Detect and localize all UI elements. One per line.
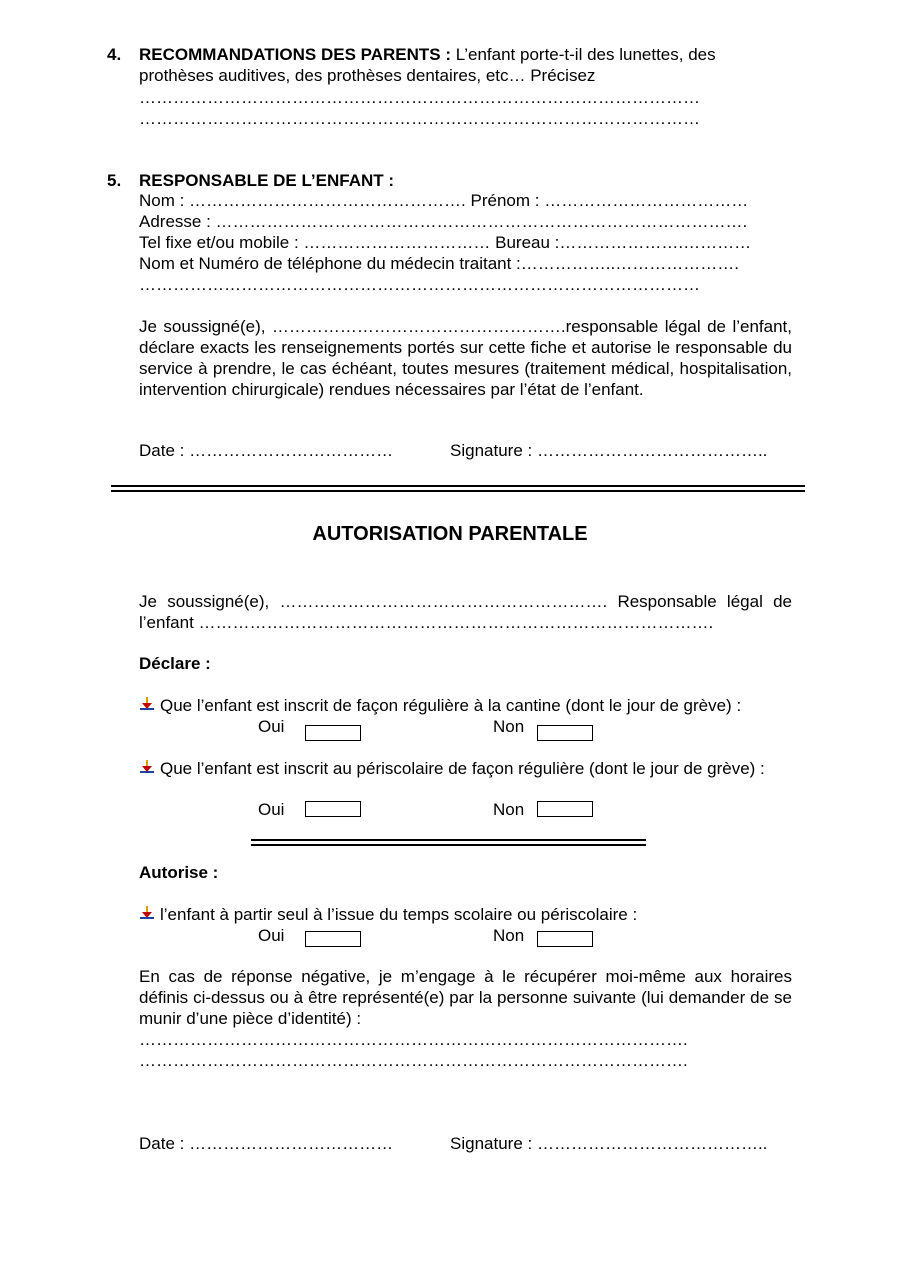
telephone-field[interactable]: Tel fixe et/ou mobile : …………………………… Bureau :………………….………… <box>139 233 752 252</box>
short-divider-bottom <box>251 844 646 846</box>
section-4-text-1: L’enfant porte-t-il des lunettes, des <box>451 45 716 64</box>
medecin-field[interactable]: Nom et Numéro de téléphone du médecin traitant :……………..…………………. <box>139 254 739 273</box>
periscolaire-oui-checkbox[interactable] <box>305 801 361 817</box>
partir-oui-checkbox[interactable] <box>305 931 361 947</box>
section-5-number: 5. <box>107 171 122 190</box>
partir-non-checkbox[interactable] <box>537 931 593 947</box>
section-4-number: 4. <box>107 45 122 64</box>
autorisation-intro: Je soussigné(e), …………………………………………………. Responsable légal de l’enfant ………………………………………………………………………………. <box>139 592 792 632</box>
negative-answer-paragraph: En cas de réponse négative, je m’engage à le récupérer moi-même aux horaires définis ci-dessus ou à être représenté(e) par la personne suivante (lui demander de se munir d’une pièce d’identité) : <box>139 967 792 1028</box>
periscolaire-non-label: Non <box>493 800 525 819</box>
page-title: AUTORISATION PARENTALE <box>312 523 588 545</box>
date-field-1[interactable]: Date : ……………………………… <box>139 441 394 460</box>
section-4-dots-1[interactable]: ……………………………………………………………………………………… <box>139 88 700 107</box>
section-4-dots-2[interactable]: ……………………………………………………………………………………… <box>139 109 700 128</box>
autorise-label: Autorise : <box>139 863 219 882</box>
representant-dots-2[interactable]: ……………………………………………………………………………………. <box>139 1051 688 1070</box>
periscolaire-non-checkbox[interactable] <box>537 801 593 817</box>
section-4-text-2: prothèses auditives, des prothèses dentaires, etc… Précisez <box>139 66 596 85</box>
date-field-2[interactable]: Date : ……………………………… <box>139 1134 394 1153</box>
arrow-bullet-icon <box>140 906 154 920</box>
nom-prenom-field[interactable]: Nom : …………………………………………. Prénom : ……………………………… <box>139 191 749 210</box>
partir-oui-label: Oui <box>258 926 285 945</box>
cantine-oui-label: Oui <box>258 717 285 736</box>
divider-top <box>111 485 805 487</box>
arrow-bullet-icon <box>140 697 154 711</box>
cantine-non-label: Non <box>493 717 525 736</box>
periscolaire-oui-label: Oui <box>258 800 285 819</box>
partir-non-label: Non <box>493 926 525 945</box>
signature-field-2[interactable]: Signature : ………………………………….. <box>450 1134 768 1153</box>
section-4-line-1 <box>139 44 716 65</box>
cantine-oui-checkbox[interactable] <box>305 725 361 741</box>
signature-field-1[interactable]: Signature : ………………………………….. <box>450 441 768 460</box>
adresse-field[interactable]: Adresse : …………………………………………………………………………………. <box>139 212 748 231</box>
short-divider-top <box>251 839 646 841</box>
periscolaire-text: Que l’enfant est inscrit au périscolaire de façon régulière (dont le jour de grève) : <box>160 759 765 778</box>
partir-seul-text: l’enfant à partir seul à l’issue du temps scolaire ou périscolaire : <box>160 905 638 924</box>
divider-bottom <box>111 490 805 492</box>
medecin-dots[interactable]: ……………………………………………………………………………………… <box>139 275 700 294</box>
cantine-text: Que l’enfant est inscrit de façon régulière à la cantine (dont le jour de grève) : <box>160 696 742 715</box>
declaration-paragraph: Je soussigné(e), …………………………………………….responsable légal de l’enfant, déclare exacts les renseignements portés sur cette fiche et autorise le responsable du service à prendre, le cas échéant, toutes mesures (traitement médical, hospitalisation, intervention chirurgicale) rendues nécessaires par l’état de l’enfant. <box>139 317 792 399</box>
declare-label: Déclare : <box>139 654 211 673</box>
section-5-heading: RESPONSABLE DE L’ENFANT : <box>139 171 395 190</box>
representant-dots-1[interactable]: ……………………………………………………………………………………. <box>139 1030 688 1049</box>
cantine-non-checkbox[interactable] <box>537 725 593 741</box>
section-4-heading: RECOMMANDATIONS DES PARENTS : <box>139 45 451 64</box>
arrow-bullet-icon <box>140 760 154 774</box>
